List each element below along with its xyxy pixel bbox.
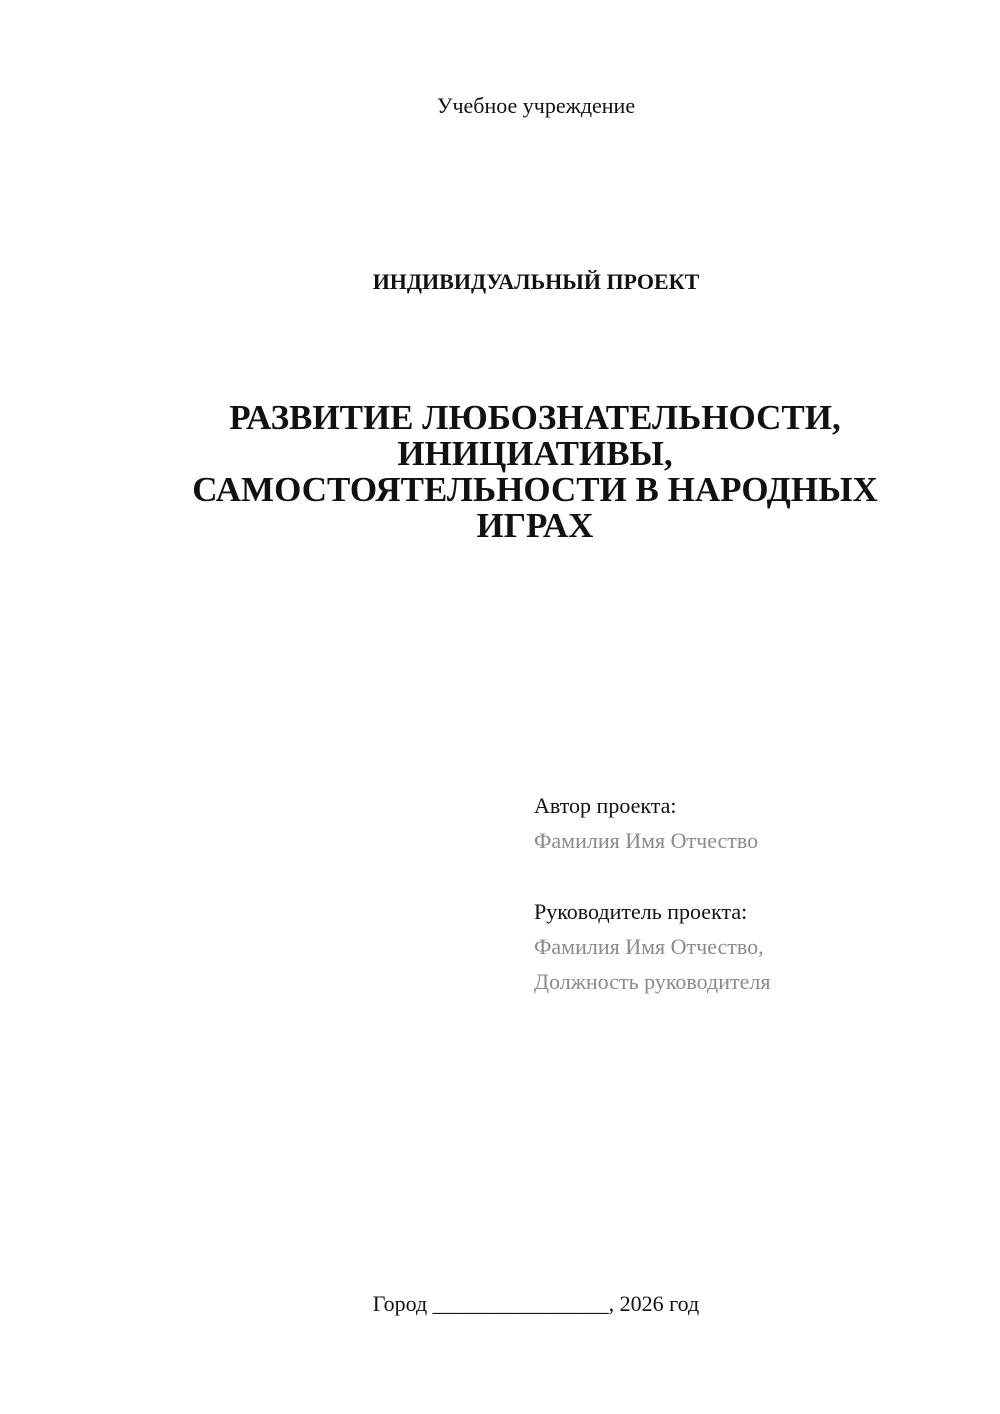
institution-name: Учебное учреждение [436, 93, 636, 118]
supervisor-position-placeholder: Должность руководителя [534, 969, 771, 994]
city-year-line: Город ________________, 2026 год [372, 1291, 700, 1316]
project-title-line: ИНИЦИАТИВЫ, [397, 434, 673, 473]
project-type-heading: ИНДИВИДУАЛЬНЫЙ ПРОЕКТ [372, 269, 700, 294]
author-name-placeholder: Фамилия Имя Отчество [534, 828, 759, 853]
author-label: Автор проекта: [534, 793, 677, 818]
project-title-line: САМОСТОЯТЕЛЬНОСТИ В НАРОДНЫХ [192, 470, 878, 509]
supervisor-name-placeholder: Фамилия Имя Отчество, [534, 934, 764, 959]
credits-block [534, 788, 974, 999]
project-title-line: ИГРАХ [476, 506, 594, 545]
spacer [534, 858, 974, 894]
supervisor-label: Руководитель проекта: [534, 899, 748, 924]
project-title-line: РАЗВИТИЕ ЛЮБОЗНАТЕЛЬНОСТИ, [229, 398, 841, 437]
project-title [130, 400, 940, 544]
